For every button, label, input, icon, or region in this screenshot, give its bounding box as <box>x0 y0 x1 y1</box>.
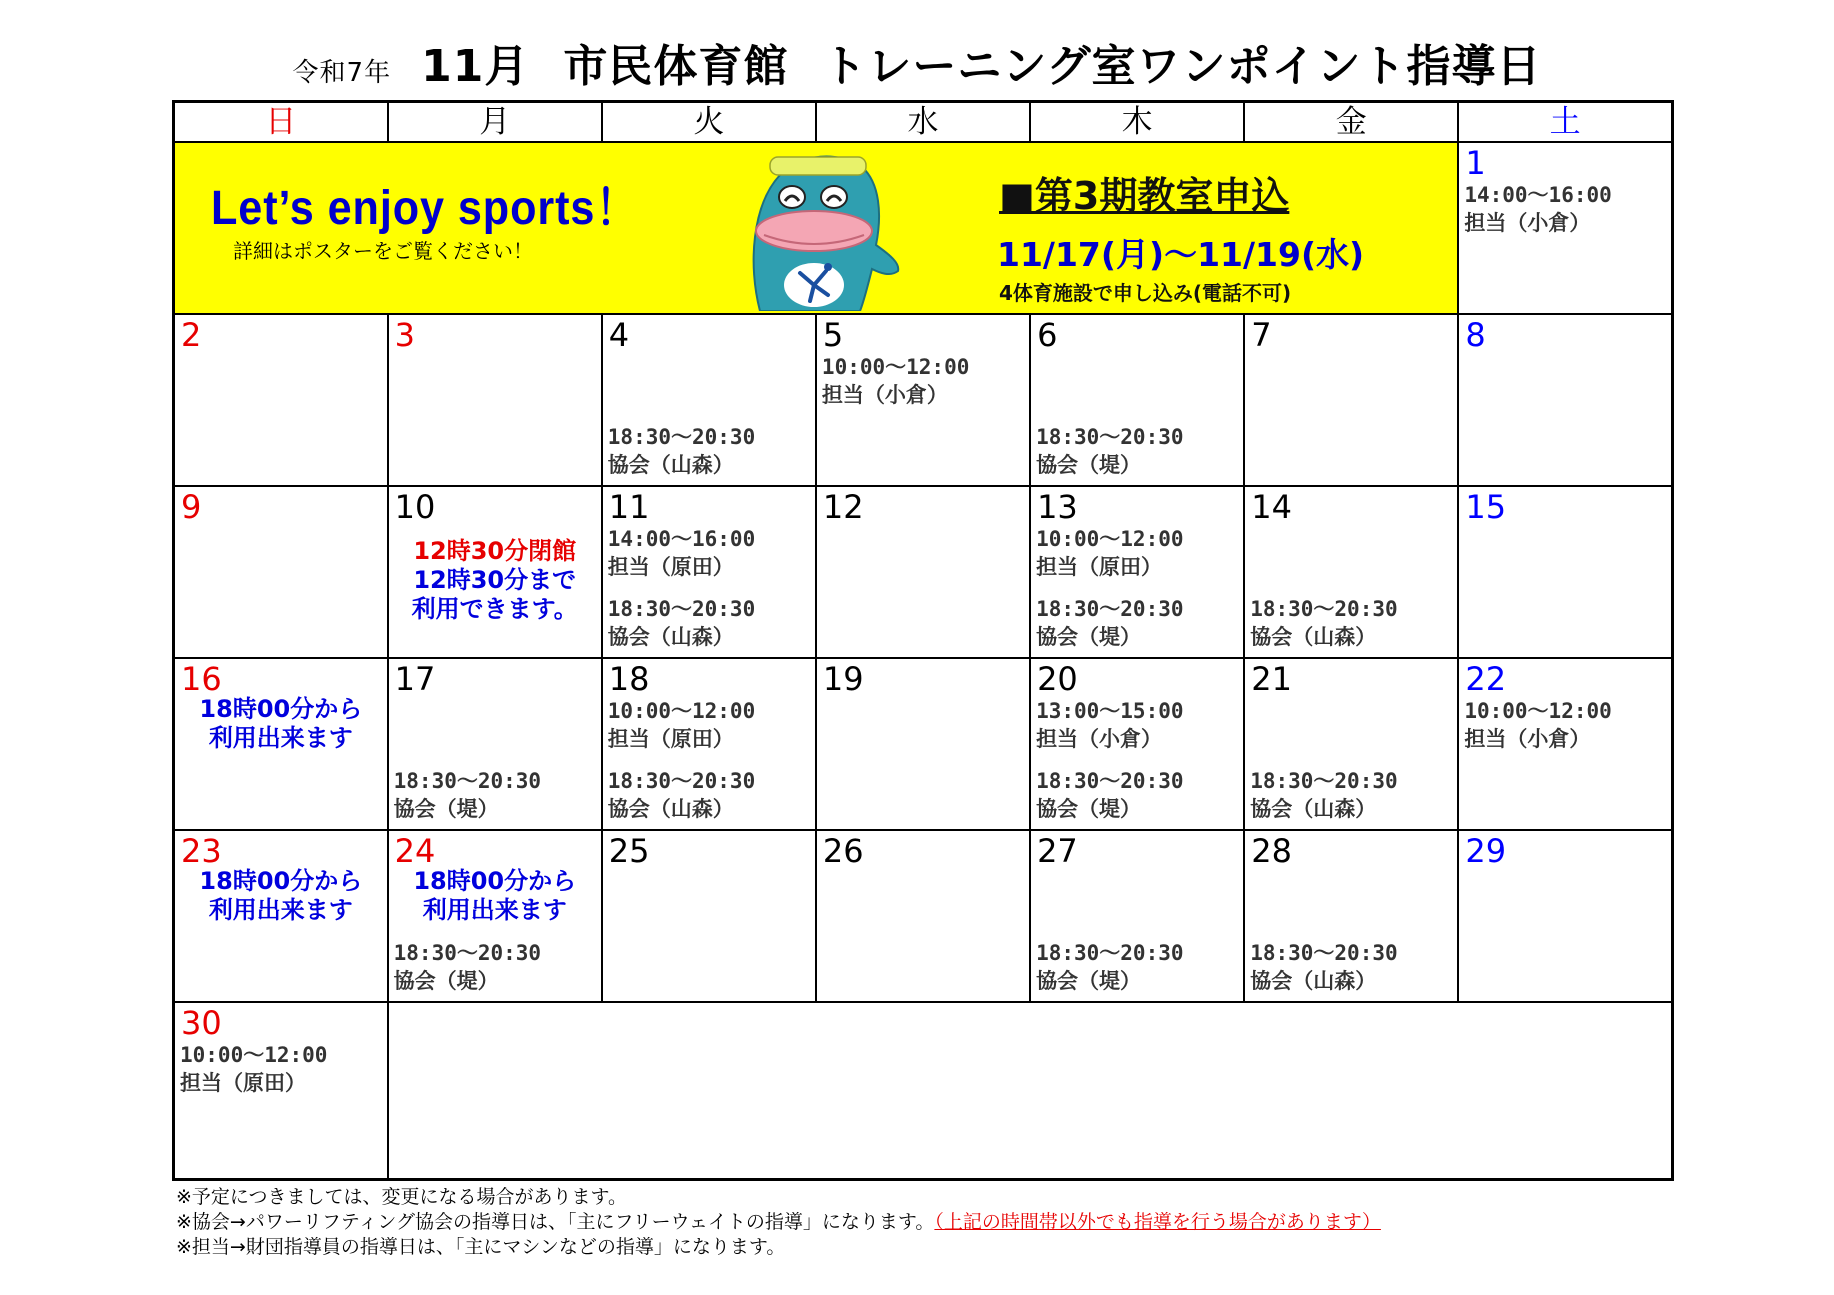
day-number: 7 <box>1251 316 1272 355</box>
day-cell-21 <box>1244 658 1458 830</box>
day-cell-9 <box>174 486 388 658</box>
day-number: 14 <box>1251 488 1292 527</box>
footer-line-1: ※予定につきましては、変更になる場合があります。 <box>176 1186 628 1208</box>
time-slot: 10:00～12:00 担当（小倉） <box>1464 699 1612 752</box>
day-number: 30 <box>181 1003 222 1042</box>
time-slot: 10:00～12:00 担当（原田） <box>1036 527 1184 580</box>
closing-note: 12時30分閉館 <box>413 537 577 566</box>
day-cell-5 <box>816 314 1030 486</box>
day-cell-27 <box>1030 830 1244 1002</box>
mascot-illustration <box>730 145 902 311</box>
footer-red-note: （上記の時間帯以外でも指導を行う場合があります） <box>934 1211 1381 1233</box>
weekday-tue: 火 <box>602 102 816 143</box>
day-cell-12 <box>816 486 1030 658</box>
day-number: 4 <box>608 316 630 355</box>
era-label: 令和7年 <box>292 58 392 88</box>
weekday-header-row <box>174 102 1673 143</box>
day-cell-13 <box>1030 486 1244 658</box>
day-cell-20 <box>1030 658 1244 830</box>
weekday-mon: 月 <box>388 102 602 143</box>
time-slot: 18:30～20:30 協会（山森） <box>1250 597 1398 650</box>
day-number: 15 <box>1465 488 1507 527</box>
day-cell-11 <box>602 486 816 658</box>
apply-period: 11/17(月)～11/19(水) <box>997 235 1365 275</box>
time-slot: 13:00～15:00 担当（小倉） <box>1036 699 1184 752</box>
day-number: 29 <box>1465 832 1507 871</box>
week-row-2 <box>174 314 1673 486</box>
day-number: 3 <box>394 316 415 355</box>
subject-label: トレーニング室ワンポイント指導日 <box>822 41 1542 92</box>
usage-note: 12時30分まで <box>413 566 577 595</box>
time-slot: 18:30～20:30 協会（山森） <box>607 597 756 650</box>
day-cell-22 <box>1458 658 1672 830</box>
apply-note: 4体育施設で申し込み(電話不可) <box>999 281 1292 306</box>
day-number: 12 <box>822 488 864 527</box>
day-number: 17 <box>394 660 436 699</box>
time-slot: 18:30～20:30 協会（山森） <box>607 769 756 822</box>
day-number: 5 <box>822 316 844 355</box>
footer-line-2: ※協会→パワーリフティング協会の指導日は、「主にフリーウェイトの指導」になります。（上記の時間帯以外でも指導を行う場合があります） <box>176 1211 1381 1233</box>
day-number: 25 <box>608 832 650 871</box>
banner-detail: 詳細はポスターをご覧ください！ <box>233 239 533 264</box>
day-cell-7 <box>1244 314 1458 486</box>
day-cell-25 <box>602 830 816 1002</box>
day-cell-29 <box>1458 830 1672 1002</box>
apply-title: ■第3期教室申込 <box>999 174 1290 219</box>
day-number: 19 <box>822 660 864 699</box>
weekday-thu: 木 <box>1030 102 1244 143</box>
time-slot: 18:30～20:30 協会（堤） <box>1036 941 1184 994</box>
day-number: 18 <box>608 660 650 699</box>
week-row-3 <box>174 486 1673 658</box>
day-cell-26 <box>816 830 1030 1002</box>
week-row-1 <box>174 142 1673 314</box>
day-cell-15 <box>1458 486 1672 658</box>
time-slot: 10:00～12:00 担当（小倉） <box>821 355 970 408</box>
usage-note: 利用できます。 <box>411 595 578 624</box>
day-cell-3 <box>388 314 602 486</box>
banner-slogan: Let’s enjoy sports！ <box>211 182 640 236</box>
promo-banner <box>174 142 1459 314</box>
usage-note: 18時00分から <box>199 695 363 724</box>
day-number: 11 <box>608 488 650 527</box>
day-cell-14 <box>1244 486 1458 658</box>
page-title <box>0 30 1834 94</box>
day-number: 8 <box>1465 316 1486 355</box>
day-cell-17 <box>388 658 602 830</box>
usage-note: 利用出来ます <box>422 896 567 925</box>
month-label: 11月 <box>421 41 530 92</box>
day-number: 20 <box>1037 660 1078 699</box>
time-slot: 10:00～12:00 担当（原田） <box>607 699 756 752</box>
time-slot: 18:30～20:30 協会（山森） <box>1250 941 1398 994</box>
day-cell-24 <box>388 830 602 1002</box>
time-slot: 18:30～20:30 協会（堤） <box>393 941 542 994</box>
day-number: 26 <box>822 832 864 871</box>
calendar-table <box>172 100 1674 1181</box>
footer-line-3: ※担当→財団指導員の指導日は、「主にマシンなどの指導」になります。 <box>176 1236 786 1258</box>
day-number: 16 <box>181 660 222 699</box>
day-number: 13 <box>1037 488 1078 527</box>
weekday-wed: 水 <box>816 102 1030 143</box>
day-cell-19 <box>816 658 1030 830</box>
usage-note: 18時00分から <box>413 867 577 896</box>
day-cell-18 <box>602 658 816 830</box>
week-row-4 <box>174 658 1673 830</box>
weekday-sat: 土 <box>1458 102 1672 143</box>
time-slot: 10:00～12:00 担当（原田） <box>180 1042 328 1095</box>
day-number: 24 <box>394 832 436 871</box>
footer-notes <box>176 1185 1381 1260</box>
time-slot: 18:30～20:30 協会（堤） <box>1036 769 1184 822</box>
day-number: 10 <box>394 488 436 527</box>
day-cell-10 <box>388 486 602 658</box>
week-row-6 <box>174 1002 1673 1180</box>
day-number: 9 <box>181 488 202 527</box>
facility-label: 市民体育館 <box>563 41 789 92</box>
day-number: 28 <box>1251 832 1292 871</box>
day-number: 2 <box>181 316 202 355</box>
day-cell-4 <box>602 314 816 486</box>
day-number: 27 <box>1037 832 1078 871</box>
usage-note: 18時00分から <box>199 867 363 896</box>
weekday-fri: 金 <box>1244 102 1458 143</box>
day-cell-1 <box>1458 142 1672 314</box>
day-cell-2 <box>174 314 388 486</box>
time-slot: 18:30～20:30 協会（堤） <box>1036 597 1184 650</box>
time-slot: 18:30～20:30 協会（山森） <box>607 425 756 478</box>
day-cell-6 <box>1030 314 1244 486</box>
time-slot: 14:00～16:00 担当（原田） <box>607 527 756 580</box>
day-number: 1 <box>1465 144 1486 183</box>
day-cell-8 <box>1458 314 1672 486</box>
day-cell-28 <box>1244 830 1458 1002</box>
empty-cell <box>388 1002 1673 1180</box>
day-number: 6 <box>1037 316 1058 355</box>
week-row-5 <box>174 830 1673 1002</box>
day-number: 22 <box>1465 660 1507 699</box>
usage-note: 利用出来ます <box>208 724 353 753</box>
day-cell-23 <box>174 830 388 1002</box>
time-slot: 18:30～20:30 協会（堤） <box>1036 425 1184 478</box>
usage-note: 利用出来ます <box>208 896 353 925</box>
weekday-sun: 日 <box>174 102 388 143</box>
time-slot: 18:30～20:30 協会（山森） <box>1250 769 1398 822</box>
day-cell-30 <box>174 1002 388 1180</box>
day-cell-16 <box>174 658 388 830</box>
time-slot: 14:00～16:00 担当（小倉） <box>1464 183 1612 236</box>
time-slot: 18:30～20:30 協会（堤） <box>393 769 542 822</box>
day-number: 23 <box>181 832 222 871</box>
day-number: 21 <box>1251 660 1292 699</box>
